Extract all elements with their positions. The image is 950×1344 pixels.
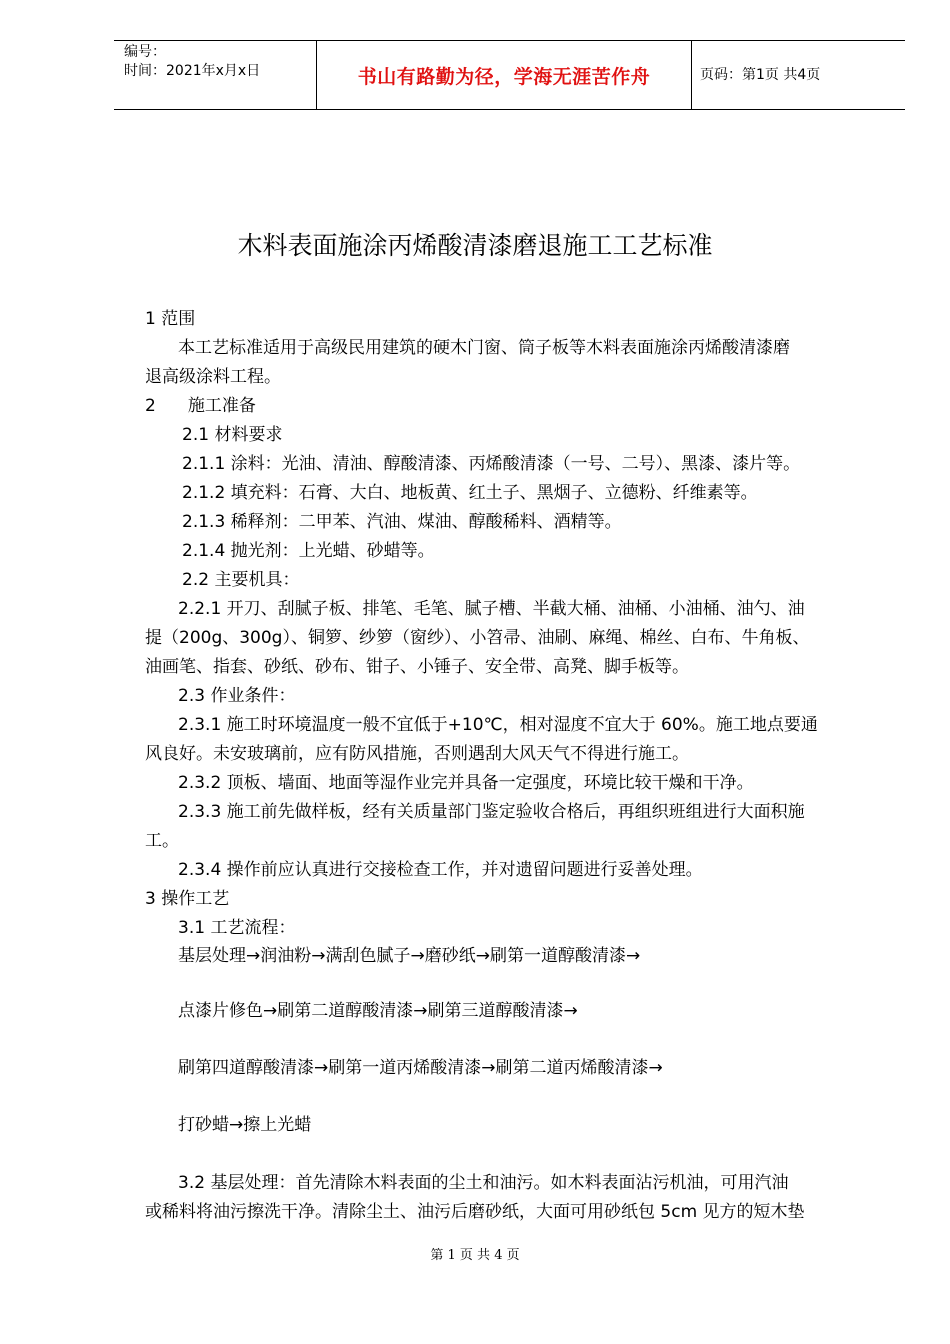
page-header bbox=[114, 40, 905, 110]
page-label: 页码：第1页 共4页 bbox=[700, 67, 821, 83]
list-item: 2.1.1 涂料：光油、清油、醇酸清漆、丙烯酸清漆（一号、二号）、黑漆、漆片等。 bbox=[182, 454, 801, 474]
paragraph-line: 提（200g、300g）、铜箩、纱箩（窗纱）、小笤帚、油刷、麻绳、棉丝、白布、牛角板、 bbox=[145, 628, 810, 648]
section-2-heading bbox=[145, 394, 256, 418]
section-1-heading bbox=[145, 307, 195, 331]
paragraph-line: 2.2.1 开刀、刮腻子板、排笔、毛笔、腻子槽、半截大桶、油桶、小油桶、油勺、油 bbox=[178, 599, 805, 619]
list-item: 2.1.3 稀释剂：二甲苯、汽油、煤油、醇酸稀料、酒精等。 bbox=[182, 512, 622, 532]
subsection-heading: 2.1 材料要求 bbox=[182, 425, 283, 445]
process-flow-line: 刷第四道醇酸清漆→刷第一道丙烯酸清漆→刷第二道丙烯酸清漆→ bbox=[178, 1058, 663, 1078]
paragraph-line: 2.3.2 顶板、墙面、地面等湿作业完并具备一定强度，环境比较干燥和干净。 bbox=[178, 773, 754, 793]
list-item: 2.1.4 抛光剂：上光蜡、砂蜡等。 bbox=[182, 541, 435, 561]
paragraph-line: 3.2 基层处理：首先清除木料表面的尘土和油污。如木料表面沾污机油，可用汽油 bbox=[178, 1173, 789, 1193]
paragraph-line: 油画笔、指套、砂纸、砂布、钳子、小锤子、安全带、高凳、脚手板等。 bbox=[145, 657, 689, 677]
subsection-heading: 2.3 作业条件： bbox=[178, 686, 296, 706]
subsection-heading: 2.2 主要机具： bbox=[182, 570, 300, 590]
code-label: 编号： bbox=[124, 44, 166, 60]
process-flow-line: 点漆片修色→刷第二道醇酸清漆→刷第三道醇酸清漆→ bbox=[178, 1001, 578, 1021]
header-motto-cell bbox=[316, 41, 692, 109]
paragraph-line: 2.3.1 施工时环境温度一般不宜低于+10℃，相对湿度不宜大于 60%。施工地点要通 bbox=[178, 715, 818, 735]
process-flow-line: 打砂蜡→擦上光蜡 bbox=[178, 1115, 312, 1135]
page-footer: 第 1 页 共 4 页 bbox=[430, 1248, 520, 1263]
motto: 书山有路勤为径，学海无涯苦作舟 bbox=[357, 66, 651, 88]
header-info-cell bbox=[114, 41, 316, 109]
list-item: 2.1.2 填充料：石膏、大白、地板黄、红土子、黑烟子、立德粉、纤维素等。 bbox=[182, 483, 758, 503]
section-2-title: 施工准备 bbox=[187, 396, 256, 416]
section-1-number: 1 bbox=[145, 309, 156, 329]
section-2-number: 2 bbox=[145, 396, 156, 416]
header-page-cell bbox=[691, 41, 905, 109]
time-label: 时间：2021年x月x日 bbox=[124, 63, 261, 79]
subsection-heading: 3.1 工艺流程： bbox=[178, 918, 296, 938]
paragraph-line: 工。 bbox=[145, 831, 179, 851]
paragraph-line: 2.3.3 施工前先做样板，经有关质量部门鉴定验收合格后，再组织班组进行大面积施 bbox=[178, 802, 805, 822]
section-3-heading: 3 操作工艺 bbox=[145, 889, 230, 909]
paragraph-line: 本工艺标准适用于高级民用建筑的硬木门窗、筒子板等木料表面施涂丙烯酸清漆磨 bbox=[178, 338, 790, 358]
paragraph-line: 2.3.4 操作前应认真进行交接检查工作，并对遗留问题进行妥善处理。 bbox=[178, 860, 703, 880]
paragraph-line: 或稀料将油污擦洗干净。清除尘土、油污后磨砂纸，大面可用砂纸包 5cm 见方的短木垫 bbox=[145, 1202, 805, 1222]
paragraph-line: 风良好。未安玻璃前，应有防风措施，否则遇刮大风天气不得进行施工。 bbox=[145, 744, 689, 764]
section-1-title: 范围 bbox=[161, 309, 196, 329]
paragraph-line: 退高级涂料工程。 bbox=[145, 367, 281, 387]
document-title: 木料表面施涂丙烯酸清漆磨退施工工艺标准 bbox=[237, 231, 713, 260]
process-flow-line: 基层处理→润油粉→满刮色腻子→磨砂纸→刷第一道醇酸清漆→ bbox=[178, 946, 641, 966]
